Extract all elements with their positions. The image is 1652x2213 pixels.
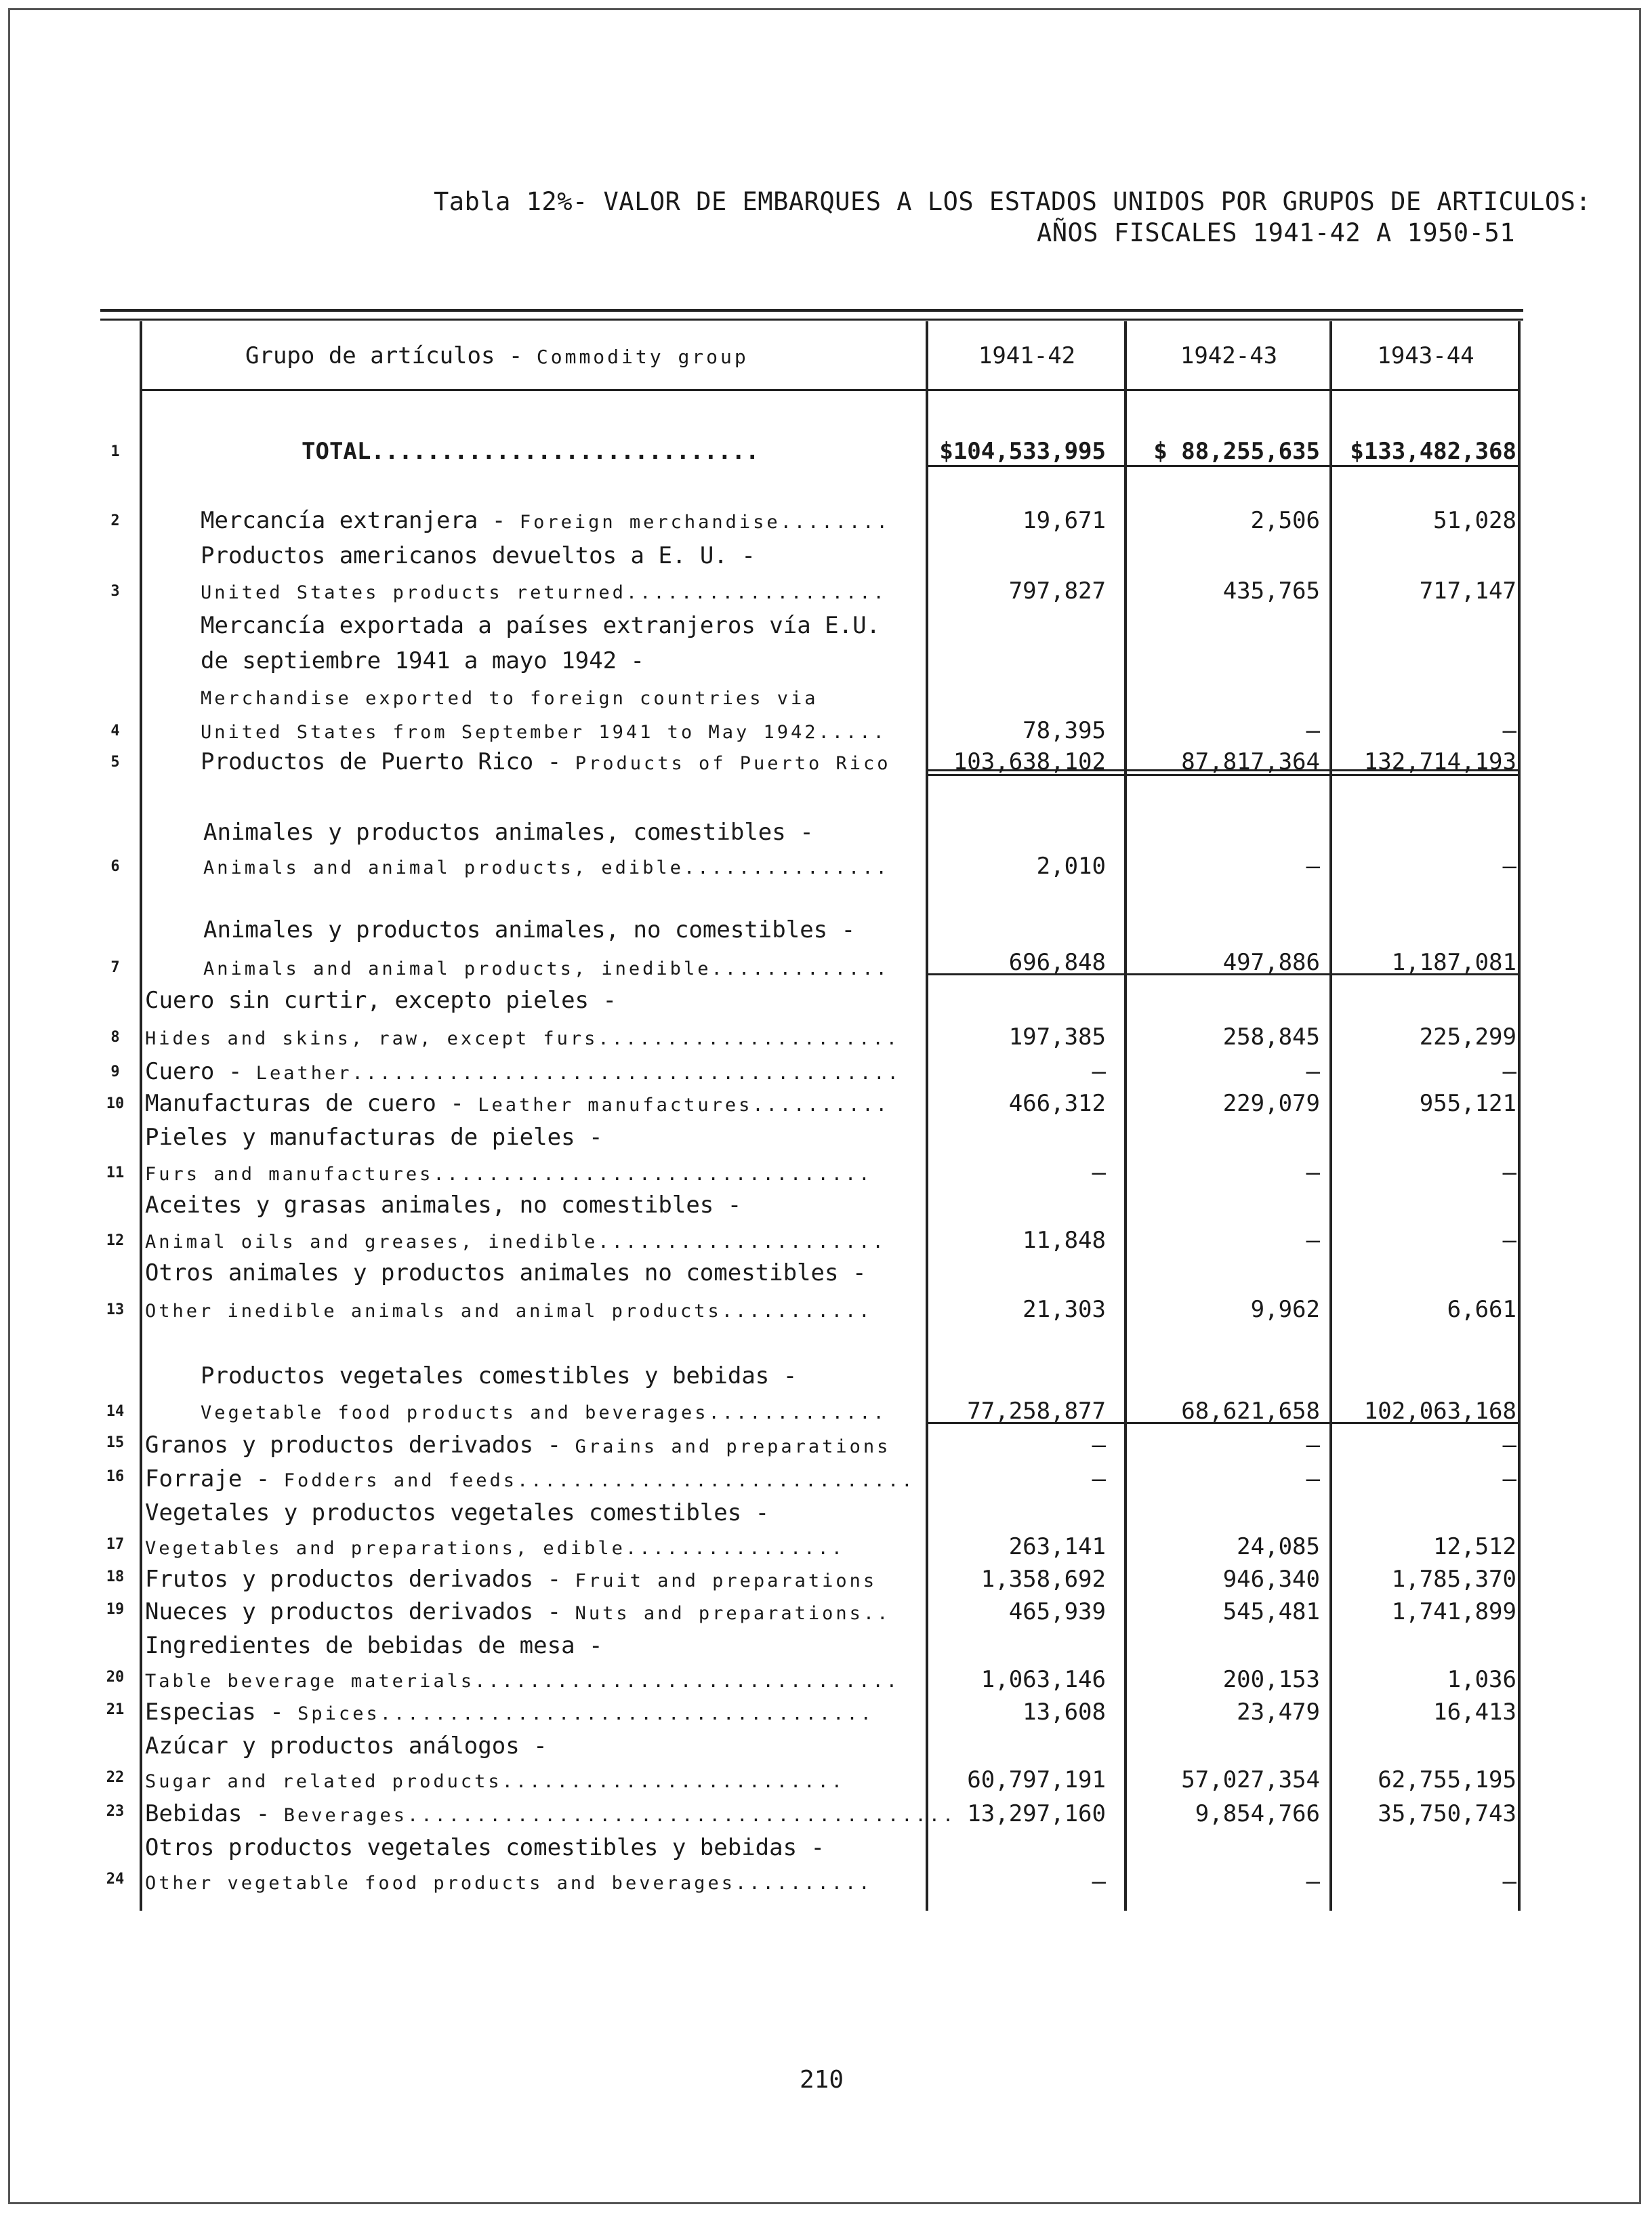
row-label-line	[145, 1533, 845, 1560]
row-label-line	[145, 1732, 548, 1760]
value-cell: 1,063,146	[980, 1666, 1106, 1693]
label-english: Animal oils and greases, inedible.....................	[145, 1232, 886, 1253]
row-label-line	[145, 1666, 900, 1693]
row-number: 9	[110, 1063, 120, 1080]
row-number: 10	[106, 1095, 125, 1112]
label-spanish: Frutos y productos derivados -	[145, 1566, 575, 1593]
row-label-line	[201, 1398, 887, 1425]
row-label-line	[145, 1124, 603, 1151]
value-cell: 946,340	[1222, 1566, 1320, 1593]
value-cell: 21,303	[1023, 1296, 1106, 1323]
table-subtitle: AÑOS FISCALES 1941-42 A 1950-51	[1036, 218, 1515, 247]
label-text: Productos americanos devueltos a E. U. -	[201, 542, 756, 569]
label-english: Fodders and feeds.............................	[283, 1470, 915, 1491]
value-cell: —	[1092, 1058, 1106, 1085]
value-cell: 132,714,193	[1363, 748, 1516, 775]
value-cell: —	[1092, 1465, 1106, 1493]
value-cell: —	[1092, 1432, 1106, 1459]
label-text: Animales y productos animales, no comestibles -	[203, 916, 856, 943]
label-spanish: Cuero -	[145, 1058, 256, 1085]
row-label-line	[145, 1159, 873, 1186]
value-cell: 68,621,658	[1181, 1398, 1320, 1425]
label-english: United States products returned...................	[201, 582, 887, 603]
value-cell: 77,258,877	[967, 1398, 1106, 1425]
label-text: Vegetales y productos vegetales comestibles -	[145, 1499, 770, 1526]
row-number: 15	[106, 1434, 125, 1451]
value-cell: 51,028	[1433, 507, 1516, 534]
label-text: Otros productos vegetales comestibles y bebidas -	[145, 1834, 825, 1861]
value-cell: —	[1502, 1868, 1516, 1895]
row-number: 5	[110, 754, 120, 771]
value-cell: 545,481	[1222, 1598, 1320, 1625]
value-cell: 435,765	[1222, 577, 1320, 605]
label-spanish: Bebidas -	[145, 1800, 284, 1827]
header-year-2: 1942-43	[1180, 342, 1278, 369]
header-rule	[140, 389, 1521, 391]
label-text: Mercancía exportada a países extranjeros vía E.U.	[201, 612, 881, 639]
value-cell: 1,741,899	[1391, 1598, 1516, 1625]
value-cell: $133,482,368	[1350, 438, 1516, 465]
label-english: Leather........................................	[255, 1063, 901, 1084]
label-english: Animals and animal products, inedible.............	[203, 958, 890, 979]
value-cell: 103,638,102	[953, 748, 1106, 775]
row-label-line	[145, 1227, 886, 1254]
label-english: Grains and preparations	[575, 1436, 891, 1457]
value-cell: 955,121	[1419, 1090, 1516, 1117]
value-cell: 60,797,191	[967, 1766, 1106, 1793]
row-label-line	[201, 612, 880, 639]
row-number: 17	[106, 1536, 125, 1553]
value-cell: $ 88,255,635	[1153, 438, 1320, 465]
row-label-line	[203, 916, 855, 943]
row-label-line	[201, 507, 890, 534]
value-cell: 9,962	[1250, 1296, 1320, 1323]
value-cell: 87,817,364	[1181, 748, 1320, 775]
row-label-line	[302, 438, 760, 465]
label-english: Other inedible animals and animal products...........	[145, 1301, 873, 1322]
row-label-line	[145, 1800, 956, 1827]
column-divider-2	[1124, 321, 1127, 1911]
row-label-line	[145, 987, 617, 1014]
label-text: de septiembre 1941 a mayo 1942 -	[201, 647, 645, 674]
row-number: 6	[110, 858, 120, 875]
label-spanish: Manufacturas de cuero -	[145, 1090, 478, 1117]
row-label-line	[145, 1192, 741, 1219]
label-spanish: Nueces y productos derivados -	[145, 1598, 575, 1625]
value-cell: 13,297,160	[967, 1800, 1106, 1827]
label-text: Ingredientes de bebidas de mesa -	[145, 1632, 603, 1659]
row-label-line	[203, 853, 890, 880]
value-cell: —	[1306, 1227, 1320, 1254]
label-spanish: Especias -	[145, 1699, 298, 1726]
row-label-line	[201, 717, 887, 744]
row-number: 22	[106, 1769, 125, 1786]
top-rule-second	[100, 319, 1523, 321]
row-label-line	[145, 1090, 890, 1117]
value-cell: 1,187,081	[1391, 949, 1516, 976]
header-group-en: Commodity group	[536, 346, 749, 368]
label-text: Productos vegetales comestibles y bebidas -	[201, 1362, 798, 1389]
label-text: Aceites y grasas animales, no comestibles -	[145, 1192, 742, 1219]
value-cell: 9,854,766	[1195, 1800, 1320, 1827]
row-label-line	[145, 1259, 866, 1286]
label-spanish: Mercancía extranjera -	[201, 507, 520, 534]
value-cell: 225,299	[1419, 1023, 1516, 1051]
column-divider-3	[1329, 321, 1332, 1911]
row-label-line	[203, 819, 814, 846]
value-cell: 24,085	[1237, 1533, 1320, 1560]
value-cell: —	[1502, 1227, 1516, 1254]
label-spanish: Forraje -	[145, 1465, 284, 1493]
row-label-line	[201, 1362, 797, 1389]
row-label-line	[145, 1632, 603, 1659]
row-label-line	[145, 1058, 901, 1085]
header-group-es: Grupo de artículos -	[245, 342, 537, 369]
value-cell: —	[1306, 1465, 1320, 1493]
label-english: Beverages........................................	[283, 1805, 957, 1826]
value-cell: 2,010	[1036, 853, 1106, 880]
value-cell: 229,079	[1222, 1090, 1320, 1117]
column-divider-1	[926, 321, 928, 1911]
value-cell: 197,385	[1008, 1023, 1106, 1051]
left-column-line	[140, 321, 142, 1911]
label-text: TOTAL............................	[302, 438, 760, 465]
label-spanish: Granos y productos derivados -	[145, 1432, 575, 1459]
value-cell: 13,608	[1023, 1699, 1106, 1726]
value-cell: $104,533,995	[939, 438, 1106, 465]
row-label-line	[201, 647, 644, 674]
row-label-line	[145, 1465, 915, 1493]
row-number: 3	[110, 583, 120, 600]
value-cell: 717,147	[1419, 577, 1516, 605]
row-number: 19	[106, 1601, 125, 1618]
value-cell: 258,845	[1222, 1023, 1320, 1051]
row-label-line	[145, 1598, 890, 1625]
row-label-line	[145, 1868, 873, 1895]
header-commodity-group	[245, 342, 749, 369]
right-column-line	[1518, 321, 1521, 1911]
row-number: 13	[106, 1301, 125, 1318]
value-cell: —	[1502, 1465, 1516, 1493]
row-number: 16	[106, 1468, 125, 1485]
value-cell: 1,036	[1447, 1666, 1516, 1693]
label-english: Merchandise exported to foreign countries via	[201, 688, 819, 709]
row-label-line	[145, 1766, 845, 1793]
row-number: 20	[106, 1669, 125, 1686]
label-english: Vegetable food products and beverages.............	[201, 1402, 887, 1423]
label-english: Other vegetable food products and beverages..........	[145, 1873, 873, 1894]
row-label-line	[145, 1499, 769, 1526]
row-label-line	[145, 1023, 900, 1051]
page-number: 210	[800, 2066, 844, 2094]
value-cell: 465,939	[1008, 1598, 1106, 1625]
value-cell: —	[1502, 1159, 1516, 1186]
value-cell: 62,755,195	[1378, 1766, 1516, 1793]
value-cell: 57,027,354	[1181, 1766, 1320, 1793]
value-cell: —	[1502, 717, 1516, 744]
row-number: 11	[106, 1164, 125, 1181]
label-text: Animales y productos animales, comestibles -	[203, 819, 814, 846]
row-number: 1	[110, 443, 120, 460]
value-cell: —	[1306, 853, 1320, 880]
total-underline	[928, 465, 1518, 467]
value-cell: 200,153	[1222, 1666, 1320, 1693]
row-number: 18	[106, 1568, 125, 1585]
row-number: 24	[106, 1871, 125, 1888]
label-text: Azúcar y productos análogos -	[145, 1732, 548, 1760]
value-cell: —	[1306, 1159, 1320, 1186]
value-cell: 2,506	[1250, 507, 1320, 534]
value-cell: 696,848	[1008, 949, 1106, 976]
header-year-1: 1941-42	[978, 342, 1076, 369]
value-cell: 263,141	[1008, 1533, 1106, 1560]
value-cell: —	[1502, 1432, 1516, 1459]
label-english: Spices....................................	[297, 1703, 874, 1724]
value-cell: 19,671	[1023, 507, 1106, 534]
label-english: Foreign merchandise........	[519, 512, 890, 533]
row-label-line	[201, 577, 887, 605]
row-number: 23	[106, 1803, 125, 1820]
label-english: United States from September 1941 to May 1942.....	[201, 722, 887, 743]
row-label-line	[145, 1834, 825, 1861]
table-title: Tabla 12%- VALOR DE EMBARQUES A LOS ESTADOS UNIDOS POR GRUPOS DE ARTICULOS:	[434, 187, 1592, 216]
row-number: 7	[110, 959, 120, 976]
label-english: Hides and skins, raw, except furs......................	[145, 1028, 901, 1049]
value-cell: —	[1092, 1868, 1106, 1895]
value-cell: —	[1502, 853, 1516, 880]
header-year-3: 1943-44	[1377, 342, 1474, 369]
row-number: 2	[110, 512, 120, 529]
value-cell: —	[1502, 1058, 1516, 1085]
value-cell: 16,413	[1433, 1699, 1516, 1726]
row-number: 14	[106, 1403, 125, 1420]
value-cell: —	[1306, 1432, 1320, 1459]
row-label-line	[201, 748, 891, 775]
value-cell: 35,750,743	[1378, 1800, 1516, 1827]
label-text: Otros animales y productos animales no comestibles -	[145, 1259, 867, 1286]
row-number: 12	[106, 1232, 125, 1249]
value-cell: —	[1306, 1868, 1320, 1895]
label-text: Pieles y manufacturas de pieles -	[145, 1124, 603, 1151]
label-english: Leather manufactures..........	[478, 1095, 890, 1116]
value-cell: 102,063,168	[1363, 1398, 1516, 1425]
row-label-line	[203, 954, 890, 981]
label-english: Fruit and preparations	[575, 1570, 877, 1591]
label-english: Vegetables and preparations, edible................	[145, 1538, 846, 1559]
label-english: Products of Puerto Rico	[575, 753, 891, 774]
row-label-line	[145, 1296, 873, 1323]
label-english: Furs and manufactures................................	[145, 1164, 873, 1185]
label-text: Cuero sin curtir, excepto pieles -	[145, 987, 617, 1014]
value-cell: 23,479	[1237, 1699, 1320, 1726]
row-label-line	[201, 542, 756, 569]
value-cell: 797,827	[1008, 577, 1106, 605]
value-cell: 1,358,692	[980, 1566, 1106, 1593]
value-cell: 1,785,370	[1391, 1566, 1516, 1593]
value-cell: —	[1306, 717, 1320, 744]
row-label-line	[145, 1699, 874, 1726]
value-cell: 466,312	[1008, 1090, 1106, 1117]
label-english: Animals and animal products, edible...............	[203, 857, 890, 878]
row-number: 8	[110, 1029, 120, 1046]
value-cell: 11,848	[1023, 1227, 1106, 1254]
label-english: Nuts and preparations..	[575, 1603, 891, 1624]
value-cell: 12,512	[1433, 1533, 1516, 1560]
row-label-line	[201, 683, 819, 710]
value-cell: 6,661	[1447, 1296, 1516, 1323]
value-cell: —	[1306, 1058, 1320, 1085]
value-cell: 497,886	[1222, 949, 1320, 976]
value-cell: —	[1092, 1159, 1106, 1186]
row-label-line	[145, 1432, 890, 1459]
row-number: 4	[110, 723, 120, 739]
label-english: Sugar and related products.........................	[145, 1771, 846, 1792]
label-english: Table beverage materials...............................	[145, 1671, 901, 1692]
value-cell: 78,395	[1023, 717, 1106, 744]
row-label-line	[145, 1566, 877, 1593]
row-number: 21	[106, 1701, 125, 1718]
top-rule	[100, 309, 1523, 312]
label-spanish: Productos de Puerto Rico -	[201, 748, 575, 775]
